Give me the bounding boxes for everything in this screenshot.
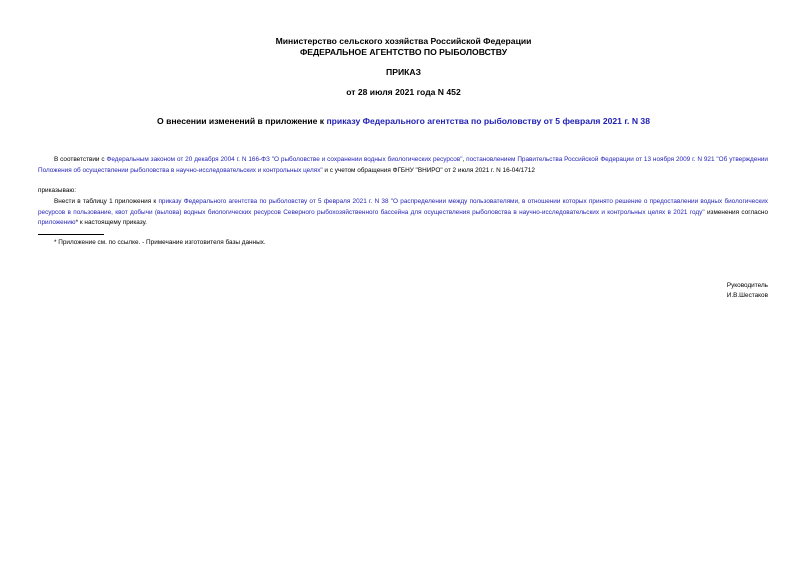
signature-name: И.В.Шестаков	[726, 292, 768, 299]
link-order-38[interactable]: приказу Федерального агентства по рыболовству от 5 февраля 2021 г. N 38 "О распределении между пользователями, в отношении которых принято решение о предоставлении водных биологических ресурсов в пользование, квот добычи (вылова) водных биологических ресурсов Северного рыбохозяйственного бассейна для осуществления рыболовства в научно-исследовательских и контрольных целях в 2021 году"	[38, 198, 768, 216]
document-subject	[0, 116, 807, 127]
footnote-divider	[38, 234, 104, 235]
ministry-name: Министерство сельского хозяйства Российской Федерации	[275, 36, 532, 46]
subject-prefix: О внесении изменений в приложение к	[157, 116, 327, 126]
preamble-text-3: и с учетом обращения ФГБНУ "ВНИРО" от 2 июля 2021 г. N 16-04/1712	[322, 166, 535, 174]
subject-link-order-38[interactable]: приказу Федерального агентства по рыболовству от 5 февраля 2021 г. N 38	[326, 116, 650, 126]
document-type: ПРИКАЗ	[386, 67, 421, 77]
order-text-2: изменения согласно	[704, 208, 769, 216]
preamble-text-1: В соответствии с	[54, 156, 107, 163]
order-paragraph	[38, 197, 768, 229]
link-government-decree-921[interactable]: постановлением Правительства Российской Федерации от 13 ноября 2009 г. N 921 "Об утверждении Положения об осуществлении рыболовства в научно-исследовательских и контрольных целях"	[38, 156, 768, 174]
order-word: приказываю:	[38, 187, 76, 194]
preamble-text-2: ,	[462, 156, 467, 163]
link-federal-law-166[interactable]: Федеральным законом от 20 декабря 2004 г. N 166-ФЗ "О рыболовстве и сохранении водных биологических ресурсов"	[106, 156, 463, 163]
link-appendix[interactable]: приложению	[38, 219, 76, 226]
agency-name: ФЕДЕРАЛЬНОЕ АГЕНТСТВО ПО РЫБОЛОВСТВУ	[299, 47, 508, 57]
order-text-1: Внести в таблицу 1 приложения к	[54, 198, 159, 205]
order-text-3: * к настоящему приказу.	[75, 219, 147, 226]
footnote: * Приложение см. по ссылке. - Примечание изготовителя базы данных.	[54, 239, 266, 246]
signature-title: Руководитель	[726, 282, 768, 289]
preamble-paragraph	[38, 155, 768, 176]
document-date-number: от 28 июля 2021 года N 452	[346, 87, 461, 97]
